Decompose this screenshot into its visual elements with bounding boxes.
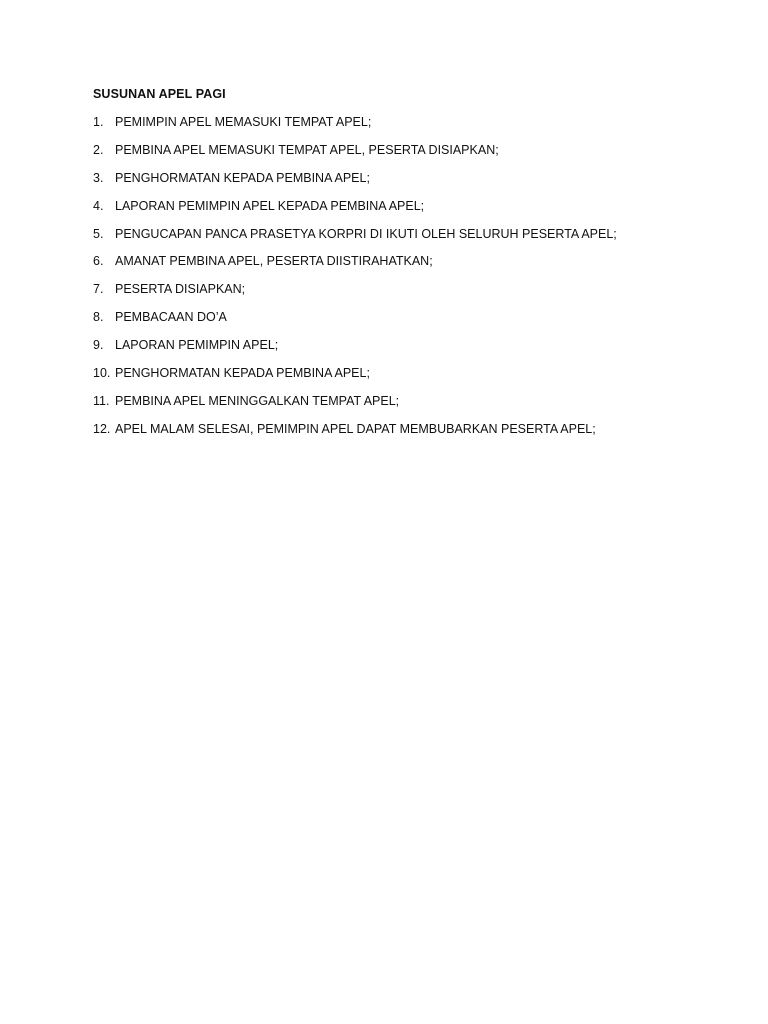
item-number: 11.: [93, 393, 110, 408]
item-number: 10.: [93, 366, 111, 381]
item-text: LAPORAN PEMIMPIN APEL;: [115, 338, 279, 353]
list-item: [93, 365, 733, 393]
list-item: [93, 253, 733, 281]
item-number: 12.: [93, 421, 111, 436]
item-text: AMANAT PEMBINA APEL, PESERTA DIISTIRAHATKAN;: [115, 254, 433, 269]
list-item: [93, 198, 733, 226]
item-text: PEMBINA APEL MEMASUKI TEMPAT APEL, PESERTA DISIAPKAN;: [115, 142, 499, 157]
list-item: [93, 393, 733, 421]
item-text: PEMBINA APEL MENINGGALKAN TEMPAT APEL;: [115, 393, 400, 408]
item-text: PEMBACAAN DO’A: [115, 310, 227, 325]
list-item: [93, 337, 733, 365]
item-number: 3.: [93, 170, 104, 185]
item-number: 8.: [93, 310, 104, 325]
list-item: [93, 421, 733, 449]
list-item: [93, 142, 733, 170]
item-number: 1.: [93, 115, 104, 129]
item-number: 9.: [93, 338, 104, 353]
item-text: PENGUCAPAN PANCA PRASETYA KORPRI DI IKUTI OLEH SELURUH PESERTA APEL;: [115, 226, 617, 241]
item-text: PENGHORMATAN KEPADA PEMBINA APEL;: [115, 366, 370, 381]
list-item: [93, 226, 733, 254]
item-number: 2.: [93, 142, 104, 157]
item-number: 4.: [93, 198, 104, 213]
list-item: [93, 114, 733, 142]
item-text: APEL MALAM SELESAI, PEMIMPIN APEL DAPAT MEMBUBARKAN PESERTA APEL;: [115, 421, 596, 436]
item-text: LAPORAN PEMIMPIN APEL KEPADA PEMBINA APEL;: [115, 198, 425, 213]
item-number: 7.: [93, 282, 104, 297]
document-title: SUSUNAN APEL PAGI: [93, 87, 226, 101]
item-text: PENGHORMATAN KEPADA PEMBINA APEL;: [115, 170, 370, 185]
item-number: 6.: [93, 254, 104, 269]
item-text: PESERTA DISIAPKAN;: [115, 282, 246, 297]
agenda-list: [93, 114, 733, 449]
list-item: [93, 281, 733, 309]
item-text: PEMIMPIN APEL MEMASUKI TEMPAT APEL;: [115, 115, 372, 129]
list-item: [93, 309, 733, 337]
item-number: 5.: [93, 226, 104, 241]
list-item: [93, 170, 733, 198]
